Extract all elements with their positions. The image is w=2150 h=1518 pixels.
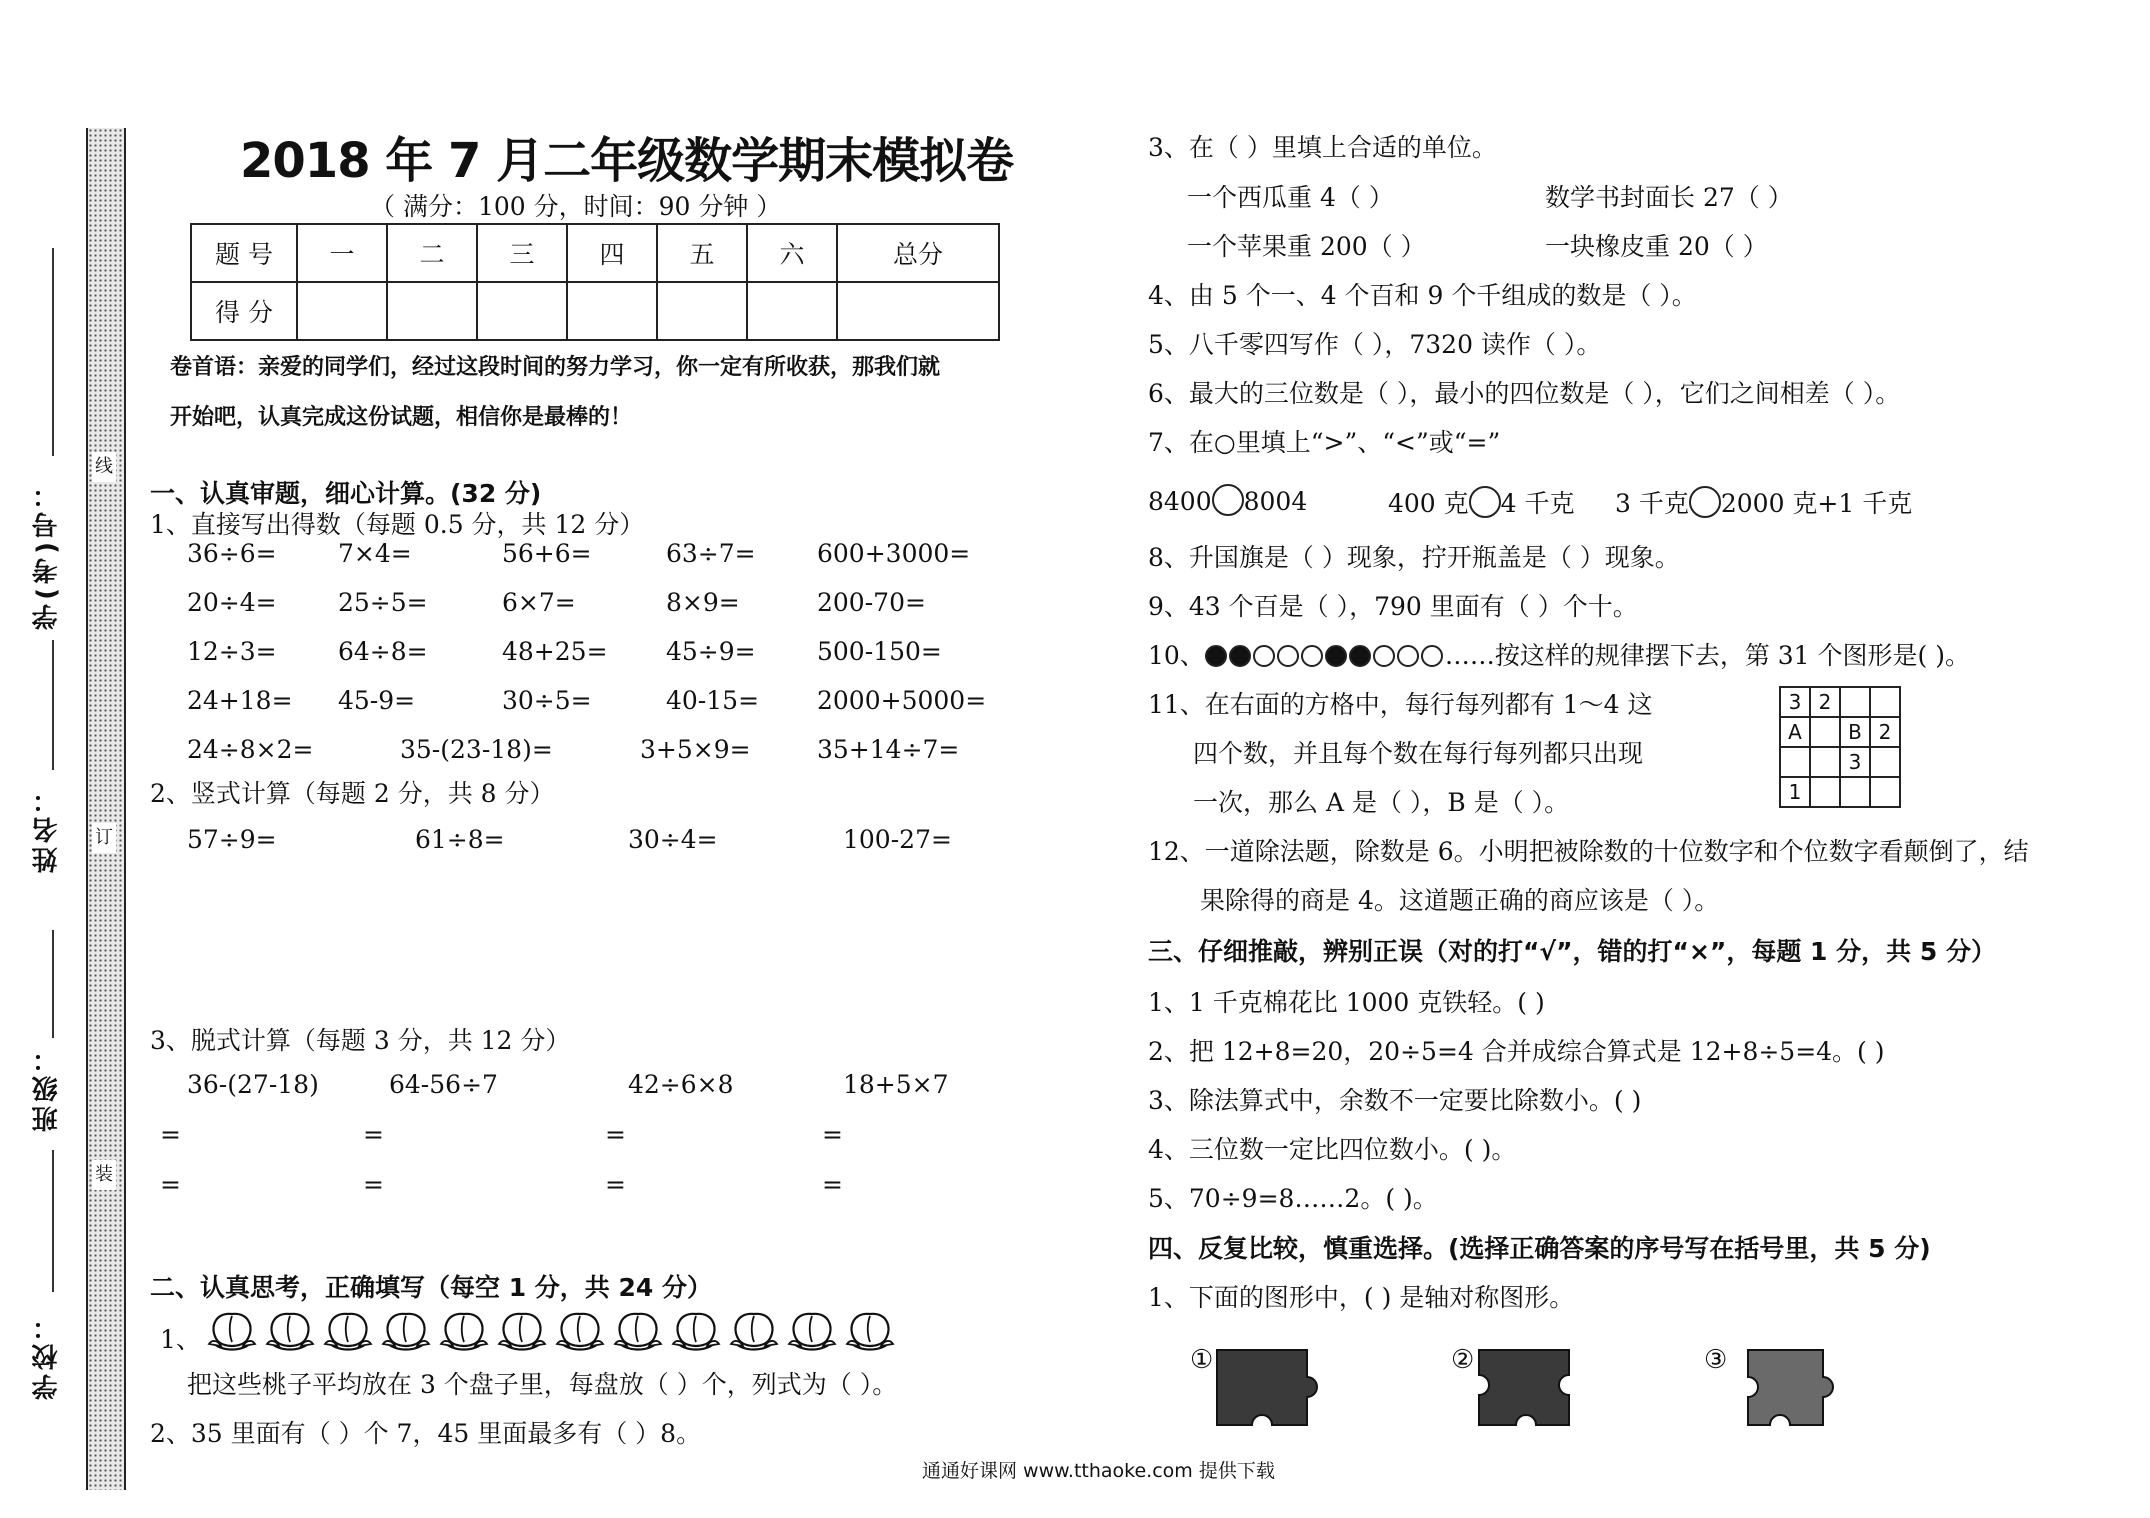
q11-line-1: 11、在右面的方格中，每行每列都有 1～4 这 <box>1148 690 1653 719</box>
compare-circle[interactable] <box>1212 484 1244 516</box>
score-header-cell: 六 <box>747 224 837 282</box>
peach-icon <box>263 1302 317 1354</box>
intro-line-2: 开始吧，认真完成这份试题，相信你是最棒的！ <box>170 405 633 430</box>
q3-title: 3、脱式计算（每题 3 分，共 12 分） <box>150 1026 571 1055</box>
grid-cell: B <box>1840 717 1870 747</box>
q4-text: 4、由 5 个一、4 个百和 9 个千组成的数是（ ）。 <box>1148 281 1697 310</box>
score-header-cell: 二 <box>387 224 477 282</box>
q9-text: 9、43 个百是（ ），790 里面有（ ）个十。 <box>1148 592 1638 621</box>
grid-cell <box>1810 747 1840 777</box>
score-header-cell: 一 <box>297 224 387 282</box>
peach-icon <box>379 1302 433 1354</box>
student-id-line <box>52 248 54 456</box>
option-label: ③ <box>1704 1345 1728 1375</box>
calc-item: 8×9= <box>666 588 740 617</box>
q10-rest: ……按这样的规律摆下去，第 31 个图形是( )。 <box>1444 641 1970 670</box>
score-header-cell: 三 <box>477 224 567 282</box>
peach-row <box>205 1302 901 1358</box>
empty-circle-icon <box>1421 645 1443 667</box>
grid-cell: 3 <box>1780 687 1810 717</box>
puzzle-piece-icon <box>1212 1345 1322 1430</box>
grid-cell <box>1870 777 1900 807</box>
bead-pattern <box>1205 641 1445 670</box>
peach-icon <box>727 1302 781 1354</box>
score-header-cell: 总分 <box>837 224 999 282</box>
score-input-cell[interactable] <box>477 282 567 340</box>
q2-1-text: 把这些桃子平均放在 3 个盘子里，每盘放（ ）个，列式为（ ）。 <box>187 1370 898 1399</box>
bind-char-line: 线 <box>92 452 116 482</box>
unit-item: 数学书封面长 27（ ） <box>1545 183 1793 212</box>
q11-line-3: 一次，那么 A 是（ ），B 是（ ）。 <box>1193 788 1570 817</box>
q12-line-2: 果除得的商是 4。这道题正确的商应该是（ ）。 <box>1200 886 1720 915</box>
step-calc-item: 36-(27-18) <box>187 1070 319 1099</box>
score-header-cell: 四 <box>567 224 657 282</box>
vertical-calc-item: 61÷8= <box>415 825 505 854</box>
unit-item: 一个苹果重 200（ ） <box>1187 232 1426 261</box>
page-title: 2018 年 7 月二年级数学期末模拟卷 <box>240 133 1014 189</box>
name-label: 姓名： <box>32 783 62 873</box>
filled-circle-icon <box>1229 645 1251 667</box>
equals-sign: = <box>822 1170 843 1199</box>
q12-line-1: 12、一道除法题，除数是 6。小明把被除数的十位数字和个位数字看颠倒了，结 <box>1148 837 2029 866</box>
compare-right: 2000 克+1 千克 <box>1720 489 1913 518</box>
school-label: 学校： <box>32 1310 62 1400</box>
score-table <box>190 223 1000 341</box>
score-table-score-row <box>191 282 999 340</box>
score-header-cell: 题 号 <box>191 224 297 282</box>
calc-item: 7×4= <box>338 539 412 568</box>
grid-cell: 3 <box>1840 747 1870 777</box>
q2-2-text: 2、35 里面有（ ）个 7，45 里面最多有（ ）8。 <box>150 1419 702 1448</box>
peach-icon <box>785 1302 839 1354</box>
section1-heading: 一、认真审题，细心计算。(32 分) <box>150 479 542 508</box>
calc-item: 35+14÷7= <box>817 735 960 764</box>
binding-strip <box>86 128 126 1490</box>
score-input-cell[interactable] <box>567 282 657 340</box>
q6-text: 6、最大的三位数是（ ），最小的四位数是（ ），它们之间相差（ ）。 <box>1148 379 1901 408</box>
step-calc-item: 64-56÷7 <box>389 1070 498 1099</box>
q8-text: 8、升国旗是（ ）现象，拧开瓶盖是（ ）现象。 <box>1148 543 1680 572</box>
grid-cell <box>1840 687 1870 717</box>
calc-item: 35-(23-18)= <box>400 735 553 764</box>
equals-sign: = <box>160 1170 181 1199</box>
score-header-cell: 五 <box>657 224 747 282</box>
puzzle-piece-icon <box>1474 1345 1584 1430</box>
judge-item: 2、把 12+8=20，20÷5=4 合并成综合算式是 12+8÷5=4。( ) <box>1148 1037 1885 1066</box>
equals-sign: = <box>363 1120 384 1149</box>
empty-circle-icon <box>1373 645 1395 667</box>
option-label: ② <box>1451 1345 1475 1375</box>
calc-item: 6×7= <box>502 588 576 617</box>
calc-item: 36÷6= <box>187 539 277 568</box>
compare-item <box>1148 484 1307 516</box>
section2-heading: 二、认真思考，正确填写（每空 1 分，共 24 分） <box>150 1273 713 1302</box>
compare-circle[interactable] <box>1689 486 1721 518</box>
calc-item: 30÷5= <box>502 686 592 715</box>
class-label: 班级： <box>32 1042 62 1132</box>
step-calc-item: 42÷6×8 <box>628 1070 734 1099</box>
peach-icon <box>437 1302 491 1354</box>
compare-right: 8004 <box>1243 487 1308 516</box>
calc-item: 24÷8×2= <box>187 735 314 764</box>
peach-icon <box>495 1302 549 1354</box>
compare-left: 8400 <box>1148 487 1212 516</box>
q2-1-number: 1、 <box>160 1325 201 1354</box>
grid-cell <box>1870 747 1900 777</box>
calc-item: 12÷3= <box>187 637 277 666</box>
equals-sign: = <box>160 1120 181 1149</box>
score-input-cell[interactable] <box>657 282 747 340</box>
grid-cell <box>1810 717 1840 747</box>
grid-cell: 2 <box>1870 717 1900 747</box>
score-input-cell[interactable] <box>837 282 999 340</box>
intro-line-1: 卷首语：亲爱的同学们，经过这段时间的努力学习，你一定有所收获，那我们就 <box>170 355 941 380</box>
empty-circle-icon <box>1301 645 1323 667</box>
grid-cell: 2 <box>1810 687 1840 717</box>
peach-icon <box>611 1302 665 1354</box>
calc-item: 64÷8= <box>338 637 428 666</box>
judge-item: 1、1 千克棉花比 1000 克铁轻。( ) <box>1148 988 1545 1017</box>
calc-item: 3+5×9= <box>640 735 751 764</box>
q7-text: 7、在○里填上“>”、“<”或“=” <box>1148 428 1501 457</box>
peach-icon <box>553 1302 607 1354</box>
calc-item: 45÷9= <box>666 637 756 666</box>
peach-icon <box>669 1302 723 1354</box>
filled-circle-icon <box>1205 645 1227 667</box>
name-line <box>52 640 54 770</box>
score-input-cell[interactable] <box>747 282 837 340</box>
grid-cell <box>1780 747 1810 777</box>
section3-heading: 三、仔细推敲，辨别正误（对的打“√”，错的打“×”，每题 1 分，共 5 分） <box>1148 937 1996 966</box>
school-line <box>52 1150 54 1292</box>
compare-circle[interactable] <box>1469 486 1501 518</box>
score-input-cell[interactable] <box>297 282 387 340</box>
step-calc-item: 18+5×7 <box>843 1070 949 1099</box>
choice-q1-text: 1、下面的图形中，( ) 是轴对称图形。 <box>1148 1283 1575 1312</box>
peach-icon <box>843 1302 897 1354</box>
q11-line-2: 四个数，并且每个数在每行每列都只出现 <box>1193 739 1644 768</box>
option-label: ① <box>1190 1345 1214 1375</box>
judge-item: 5、70÷9=8……2。( )。 <box>1148 1184 1438 1213</box>
judge-item: 3、除法算式中，余数不一定要比除数小。( ) <box>1148 1086 1642 1115</box>
sudoku-grid <box>1779 686 1901 808</box>
score-row-label: 得 分 <box>191 282 297 340</box>
calc-item: 63÷7= <box>666 539 756 568</box>
class-line <box>52 930 54 1038</box>
q5-text: 5、八千零四写作（ ），7320 读作（ ）。 <box>1148 330 1602 359</box>
puzzle-piece-icon <box>1728 1345 1838 1430</box>
q10-number: 10、 <box>1148 641 1205 670</box>
vertical-calc-item: 100-27= <box>843 825 952 854</box>
calc-item: 20÷4= <box>187 588 277 617</box>
q2-title: 2、竖式计算（每题 2 分，共 8 分） <box>150 779 555 808</box>
vertical-calc-item: 30÷4= <box>628 825 718 854</box>
judge-item: 4、三位数一定比四位数小。( )。 <box>1148 1135 1517 1164</box>
calc-item: 200-70= <box>817 588 926 617</box>
empty-circle-icon <box>1253 645 1275 667</box>
calc-item: 2000+5000= <box>817 686 987 715</box>
calc-item: 48+25= <box>502 637 608 666</box>
compare-item <box>1615 484 1912 520</box>
q10-text <box>1148 636 1970 672</box>
equals-sign: = <box>605 1170 626 1199</box>
filled-circle-icon <box>1349 645 1371 667</box>
compare-right: 4 千克 <box>1500 489 1575 518</box>
calc-item: 25÷5= <box>338 588 428 617</box>
compare-left: 400 克 <box>1388 489 1469 518</box>
equals-sign: = <box>605 1120 626 1149</box>
vertical-calc-item: 57÷9= <box>187 825 277 854</box>
compare-item <box>1388 484 1575 520</box>
filled-circle-icon <box>1325 645 1347 667</box>
grid-cell: 1 <box>1780 777 1810 807</box>
score-input-cell[interactable] <box>387 282 477 340</box>
section4-heading: 四、反复比较，慎重选择。(选择正确答案的序号写在括号里，共 5 分) <box>1148 1234 1931 1263</box>
calc-item: 500-150= <box>817 637 942 666</box>
subtitle: （ 满分：100 分，时间：90 分钟 ） <box>370 192 782 221</box>
q3-unit-title: 3、在（ ）里填上合适的单位。 <box>1148 133 1497 162</box>
grid-cell <box>1840 777 1870 807</box>
q1-title: 1、直接写出得数（每题 0.5 分，共 12 分） <box>150 510 645 539</box>
grid-cell: A <box>1780 717 1810 747</box>
calc-item: 600+3000= <box>817 539 971 568</box>
footer-source: 通通好课网 www.tthaoke.com 提供下载 <box>922 1460 1275 1482</box>
equals-sign: = <box>363 1170 384 1199</box>
calc-item: 45-9= <box>338 686 416 715</box>
unit-item: 一个西瓜重 4（ ） <box>1187 183 1394 212</box>
peach-icon <box>321 1302 375 1354</box>
score-table-header-row <box>191 224 999 282</box>
equals-sign: = <box>822 1120 843 1149</box>
peach-icon <box>205 1302 259 1354</box>
student-id-label: 学(考)号： <box>32 478 62 630</box>
empty-circle-icon <box>1397 645 1419 667</box>
grid-cell <box>1810 777 1840 807</box>
calc-item: 24+18= <box>187 686 293 715</box>
calc-item: 40-15= <box>666 686 760 715</box>
calc-item: 56+6= <box>502 539 592 568</box>
bind-char-order: 订 <box>92 823 116 853</box>
empty-circle-icon <box>1277 645 1299 667</box>
bind-char-bind: 装 <box>92 1160 116 1190</box>
compare-left: 3 千克 <box>1615 489 1689 518</box>
unit-item: 一块橡皮重 20（ ） <box>1545 232 1768 261</box>
grid-cell <box>1870 687 1900 717</box>
